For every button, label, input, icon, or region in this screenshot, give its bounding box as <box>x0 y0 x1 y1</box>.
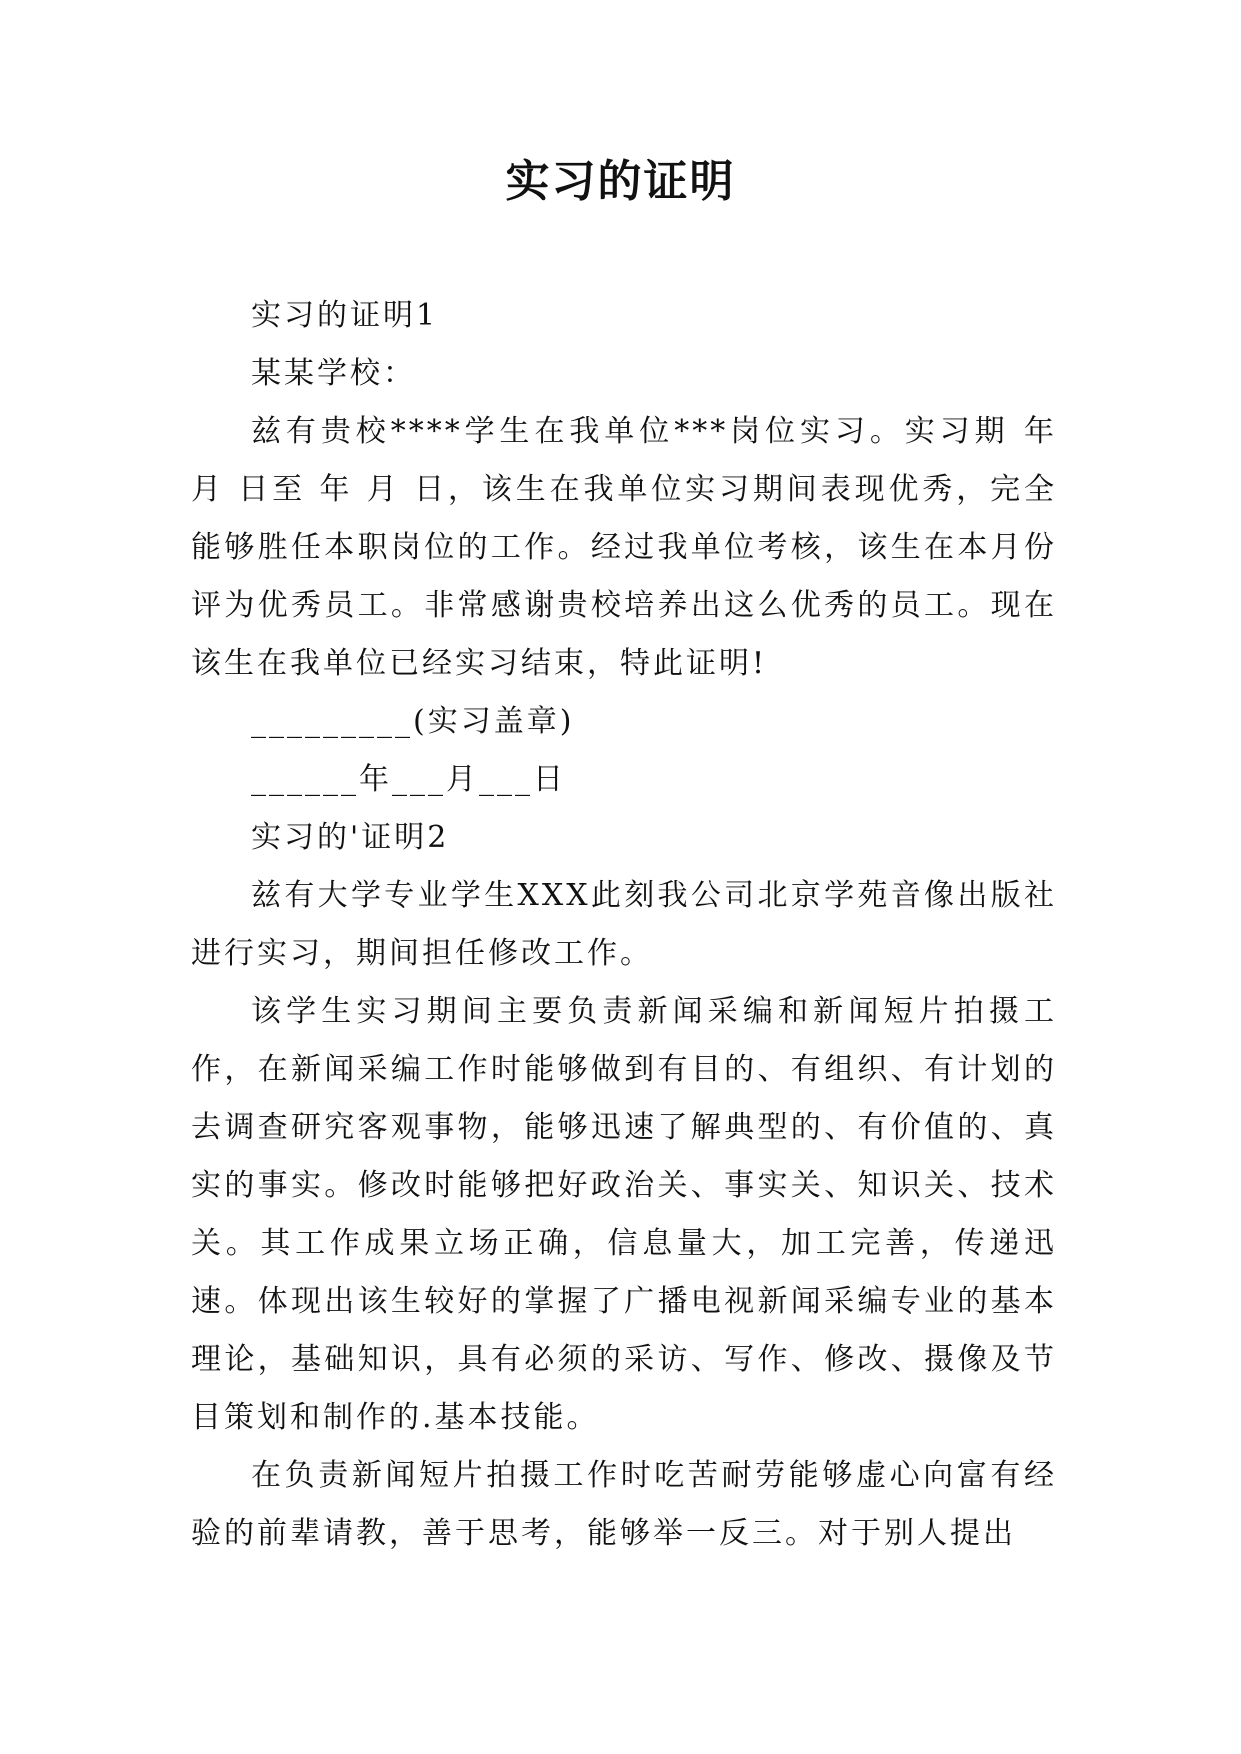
document-title: 实习的证明 <box>505 156 736 207</box>
salutation: 某某学校： <box>251 356 416 391</box>
certificate-1-paragraph: 兹有贵校****学生在我单位***岗位实习。实习期 年 月 日至 年 月 日，该生在我单位实习期间表现优秀，完全能够胜任本职岗位的工作。经过我单位考核，该生在本月份评为优秀员工。非常感谢贵校培养出这么优秀的员工。现在该生在我单位已经实习结束，特此证明! <box>191 414 1057 681</box>
seal-line: _________(实习盖章) <box>251 704 575 739</box>
certificate-2-attitude-paragraph: 在负责新闻短片拍摄工作时吃苦耐劳能够虚心向富有经验的前辈请教，善于思考，能够举一反三。对于别人提出 <box>191 1458 1057 1551</box>
date-line: ______年___月___日 <box>251 762 566 797</box>
document-body <box>191 287 1057 1563</box>
certificate-2-intro-paragraph: 兹有大学专业学生XXX此刻我公司北京学苑音像出版社进行实习，期间担任修改工作。 <box>191 878 1057 971</box>
heading-certificate-2: 实习的'证明2 <box>251 820 450 855</box>
certificate-2-duties-paragraph: 该学生实习期间主要负责新闻采编和新闻短片拍摄工作，在新闻采编工作时能够做到有目的、有组织、有计划的去调查研究客观事物，能够迅速了解典型的、有价值的、真实的事实。修改时能够把好政治关、事实关、知识关、技术关。其工作成果立场正确，信息量大，加工完善，传递迅速。体现出该生较好的掌握了广播电视新闻采编专业的基本理论，基础知识，具有必须的采访、写作、修改、摄像及节目策划和制作的.基本技能。 <box>191 994 1057 1435</box>
heading-certificate-1: 实习的证明1 <box>251 298 439 333</box>
